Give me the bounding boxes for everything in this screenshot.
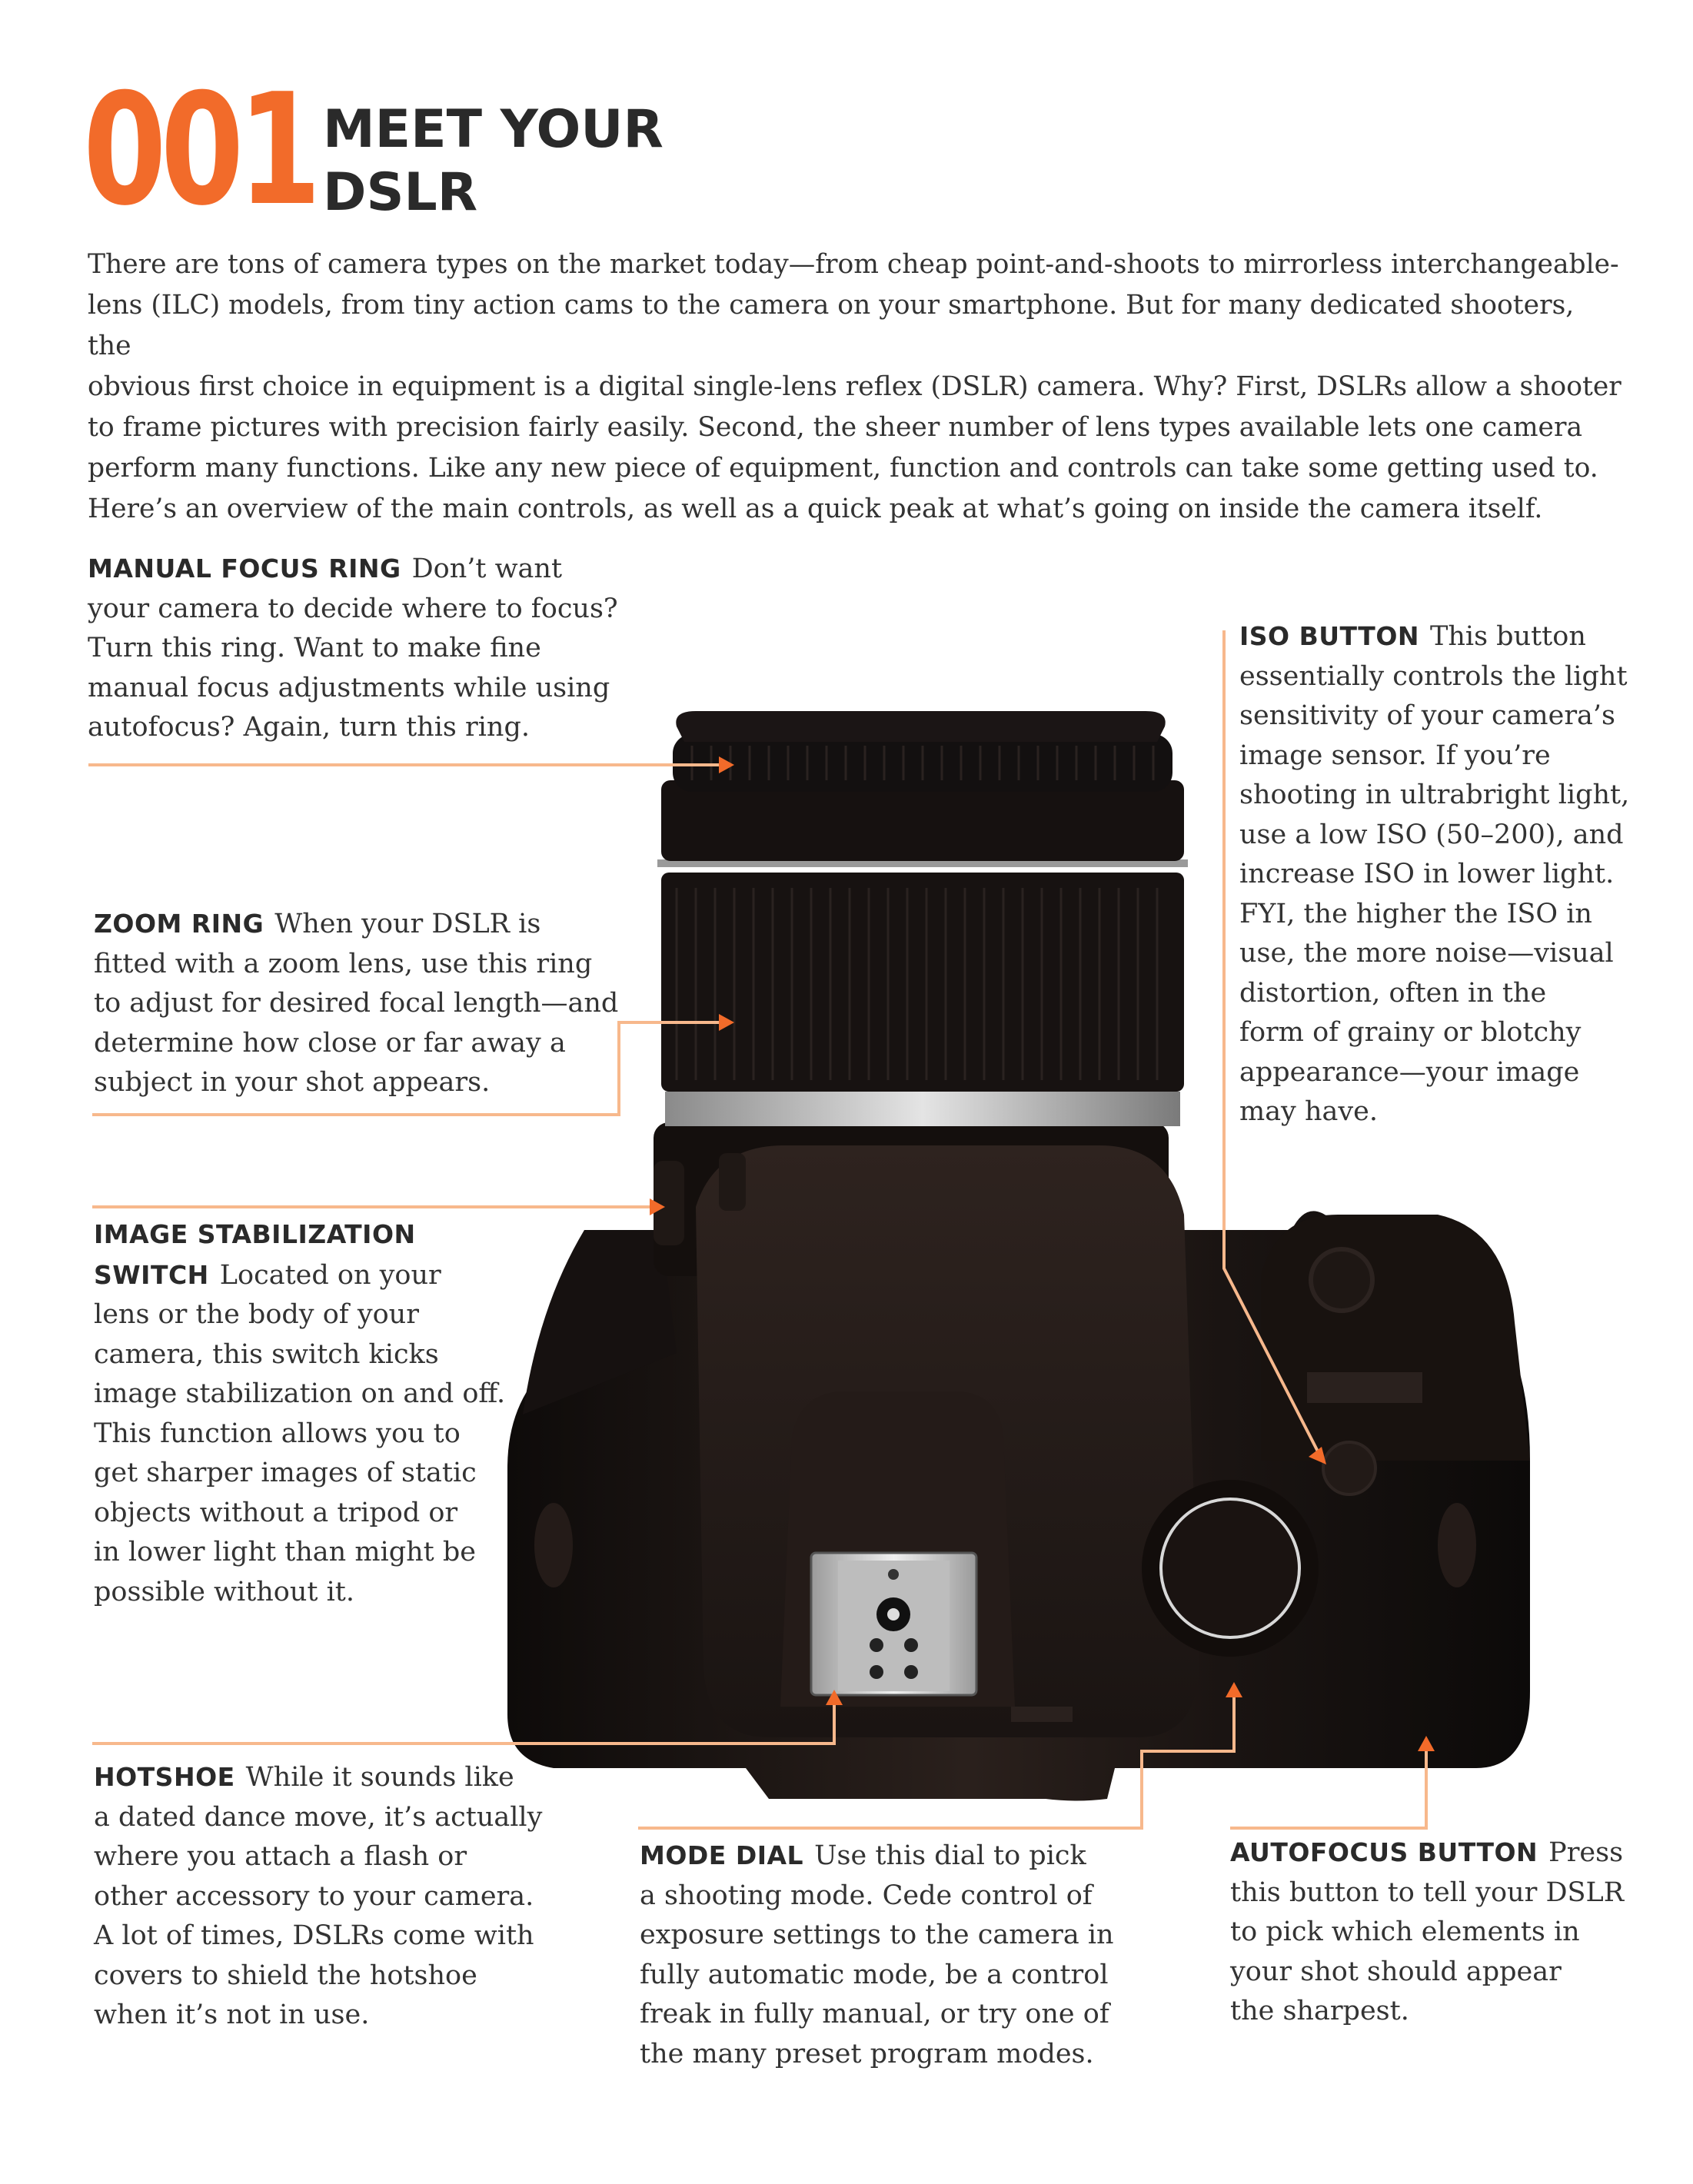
callout-text: autofocus? Again, turn this ring. bbox=[88, 712, 530, 743]
callout-text: the many preset program modes. bbox=[640, 2038, 1094, 2069]
callout-text: appearance—your image bbox=[1239, 1056, 1580, 1088]
strap-lug-right bbox=[1438, 1503, 1476, 1587]
callout-text: objects without a tripod or bbox=[94, 1497, 458, 1528]
callout-text: a dated dance move, it’s actually bbox=[94, 1801, 543, 1833]
callout-text: image sensor. If you’re bbox=[1239, 740, 1551, 771]
lens-front-cap bbox=[676, 711, 1165, 742]
callout-text: Don’t want bbox=[411, 553, 563, 584]
callout-text: subject in your shot appears. bbox=[94, 1067, 491, 1098]
callout-text: determine how close or far away a bbox=[94, 1027, 566, 1059]
callout-text: in lower light than might be bbox=[94, 1537, 476, 1567]
callout-heading: MANUAL FOCUS RING bbox=[88, 553, 401, 583]
callout-text: when it’s not in use. bbox=[94, 2000, 370, 2030]
callout-text: fitted with a zoom lens, use this ring bbox=[94, 948, 593, 979]
callout-heading: AUTOFOCUS BUTTON bbox=[1230, 1837, 1538, 1867]
callout-text: covers to shield the hotshoe bbox=[94, 1960, 477, 1991]
body-slot bbox=[1011, 1707, 1073, 1722]
callout-iso-button bbox=[1239, 617, 1629, 1132]
callout-text: possible without it. bbox=[94, 1576, 354, 1607]
callout-text: form of grainy or blotchy bbox=[1239, 1017, 1582, 1048]
callout-text: A lot of times, DSLRs come with bbox=[94, 1920, 534, 1951]
callout-text: the sharpest. bbox=[1230, 1996, 1409, 2026]
page-number: 001 bbox=[83, 61, 316, 240]
callout-text: your camera to decide where to focus? bbox=[88, 593, 618, 624]
callout-text: other accessory to your camera. bbox=[94, 1880, 534, 1912]
intro-line: lens (ILC) models, from tiny action cams to the camera on your smartphone. But for many dedicated shooters, the bbox=[88, 290, 1575, 361]
callout-text: to pick which elements in bbox=[1230, 1916, 1580, 1947]
callout-text: fully automatic mode, be a control bbox=[640, 1959, 1109, 1990]
hotshoe-contact bbox=[904, 1638, 918, 1652]
callout-autofocus-button bbox=[1230, 1833, 1624, 2032]
hotshoe-pin bbox=[888, 1569, 899, 1580]
callout-text: distortion, often in the bbox=[1239, 977, 1547, 1009]
callout-image-stabilization bbox=[94, 1215, 505, 1612]
hotshoe-contact-center bbox=[887, 1608, 900, 1621]
callout-text: may have. bbox=[1239, 1096, 1378, 1127]
intro-line: Here’s an overview of the main controls, as well as a quick peak at what’s going on inside the camera itself. bbox=[88, 494, 1543, 524]
callout-heading: HOTSHOE bbox=[94, 1762, 235, 1792]
callout-text: sensitivity of your camera’s bbox=[1239, 700, 1616, 731]
callout-heading: ZOOM RING bbox=[94, 909, 264, 939]
intro-line: to frame pictures with precision fairly easily. Second, the sheer number of lens types available lets one camera bbox=[88, 412, 1583, 443]
callout-text: shooting in ultrabright light, bbox=[1239, 780, 1630, 810]
callout-text: Press bbox=[1548, 1837, 1624, 1868]
callout-heading: IMAGE STABILIZATION bbox=[94, 1219, 416, 1249]
callout-mode-dial bbox=[640, 1836, 1114, 2074]
callout-text: freak in fully manual, or try one of bbox=[640, 1999, 1109, 2029]
callout-text: image stabilization on and off. bbox=[94, 1378, 506, 1409]
callout-text: When your DSLR is bbox=[274, 909, 541, 939]
intro-line: perform many functions. Like any new piece of equipment, function and controls can take some getting used to. bbox=[88, 453, 1598, 484]
callout-text: This button bbox=[1430, 621, 1586, 652]
intro-line: obvious first choice in equipment is a digital single-lens reflex (DSLR) camera. Why? First, DSLRs allow a shooter bbox=[88, 371, 1621, 402]
callout-text: your shot should appear bbox=[1230, 1956, 1562, 1987]
callout-text: camera, this switch kicks bbox=[94, 1338, 439, 1370]
callout-text: this button to tell your DSLR bbox=[1230, 1877, 1625, 1908]
callout-text: While it sounds like bbox=[245, 1762, 514, 1793]
strap-lug-left bbox=[534, 1503, 573, 1587]
title-line-1: MEET YOUR bbox=[323, 99, 664, 160]
hotshoe-contact bbox=[870, 1665, 883, 1679]
is-switch bbox=[654, 1161, 684, 1245]
grip-texture bbox=[1307, 1372, 1422, 1403]
hotshoe-contact bbox=[904, 1665, 918, 1679]
lens-zoom-ring bbox=[661, 873, 1184, 1092]
intro-line: There are tons of camera types on the market today—from cheap point-and-shoots to mirrorless interchangeable- bbox=[88, 249, 1619, 280]
iso-button bbox=[1323, 1442, 1375, 1494]
mode-dial bbox=[1161, 1499, 1299, 1637]
callout-heading: SWITCH bbox=[94, 1259, 209, 1290]
callout-manual-focus-ring bbox=[88, 549, 618, 748]
callout-text: This function allows you to bbox=[94, 1418, 461, 1449]
shutter-button bbox=[1311, 1249, 1372, 1311]
hotshoe-contact bbox=[870, 1638, 883, 1652]
callout-text: essentially controls the light bbox=[1239, 660, 1628, 692]
callout-text: lens or the body of your bbox=[94, 1299, 419, 1330]
callout-hotshoe bbox=[94, 1757, 542, 2036]
callout-heading: MODE DIAL bbox=[640, 1840, 804, 1870]
callout-zoom-ring bbox=[94, 904, 618, 1103]
lens-upper-barrel bbox=[661, 780, 1184, 861]
callout-text: Turn this ring. Want to make fine bbox=[88, 633, 541, 663]
callout-text: to adjust for desired focal length—and bbox=[94, 988, 619, 1019]
callout-text: exposure settings to the camera in bbox=[640, 1920, 1114, 1950]
callout-text: increase ISO in lower light. bbox=[1239, 859, 1615, 889]
callout-text: where you attach a flash or bbox=[94, 1841, 467, 1872]
title-line-2: DSLR bbox=[323, 162, 478, 223]
callout-text: Use this dial to pick bbox=[814, 1840, 1086, 1871]
lens-release bbox=[719, 1153, 746, 1211]
callout-heading: ISO BUTTON bbox=[1239, 621, 1419, 651]
callout-text: FYI, the higher the ISO in bbox=[1239, 898, 1592, 929]
callout-text: Located on your bbox=[219, 1259, 441, 1291]
callout-text: a shooting mode. Cede control of bbox=[640, 1880, 1093, 1911]
callout-text: use, the more noise—visual bbox=[1239, 938, 1614, 969]
camera-grip bbox=[1261, 1215, 1530, 1461]
callout-text: manual focus adjustments while using bbox=[88, 672, 610, 703]
lens-silver-ring bbox=[665, 1092, 1180, 1126]
callout-text: get sharper images of static bbox=[94, 1458, 477, 1488]
callout-text: use a low ISO (50–200), and bbox=[1239, 819, 1624, 850]
